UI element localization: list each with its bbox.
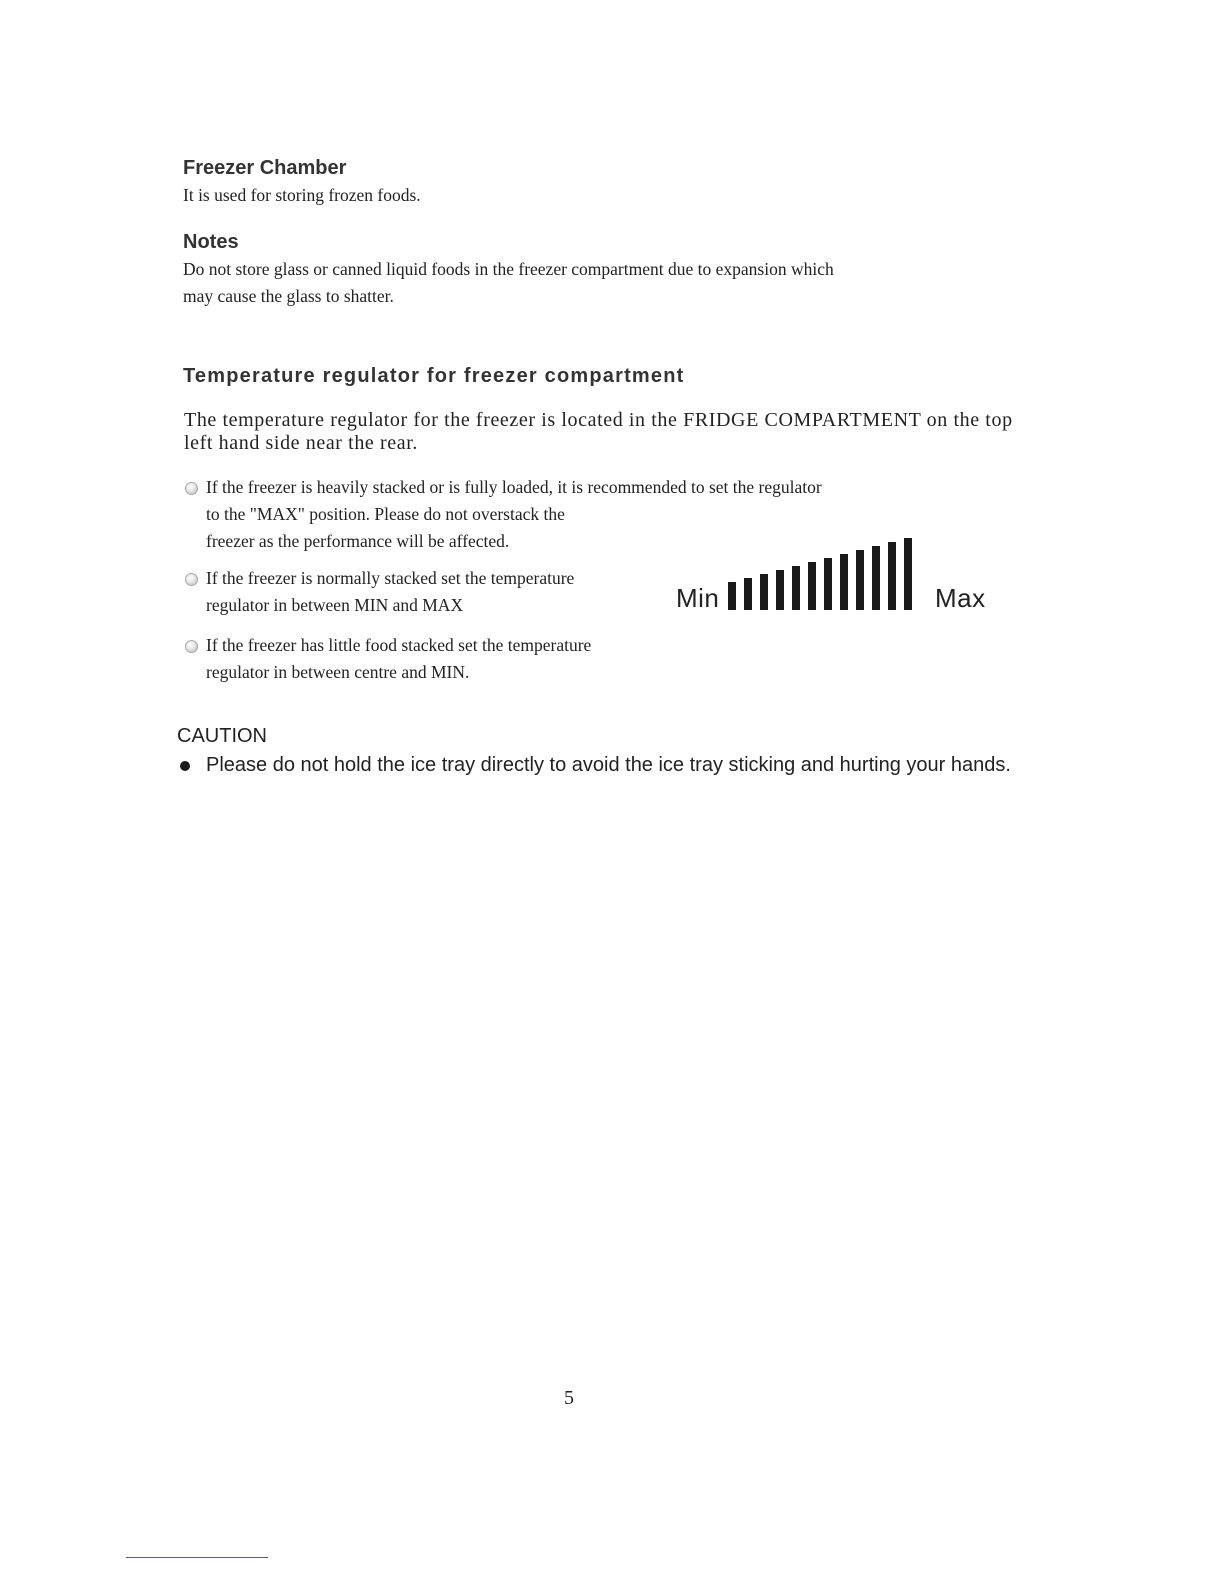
notes-text (183, 256, 834, 310)
gauge-bar (776, 570, 784, 610)
caution-item: Please do not hold the ice tray directly to avoid the ice tray sticking and hurting your hands. (206, 754, 1011, 776)
gauge-max-label: Max (935, 583, 986, 613)
regulator-heading: Temperature regulator for freezer compartment (183, 365, 685, 387)
bullet-line: If the freezer has little food stacked set the temperature (206, 635, 592, 655)
caution-title: CAUTION (177, 725, 267, 747)
regulator-intro (184, 409, 1013, 455)
page-number: 5 (564, 1387, 574, 1409)
freezer-chamber-text: It is used for storing frozen foods. (183, 185, 421, 205)
caution-bullet-icon (180, 761, 190, 771)
bullet-circle-icon (185, 640, 198, 653)
gauge-bar (872, 546, 880, 610)
gauge-bar (904, 538, 912, 610)
gauge-bar (808, 562, 816, 610)
bullet-line: to the "MAX" position. Please do not overstack the (206, 504, 565, 524)
gauge-bar (728, 582, 736, 610)
bullet-line: If the freezer is heavily stacked or is fully loaded, it is recommended to set the regulator (206, 477, 822, 497)
gauge-bar (792, 566, 800, 610)
gauge-bar (888, 542, 896, 610)
freezer-chamber-heading: Freezer Chamber (183, 157, 347, 179)
temperature-scale-gauge (728, 530, 928, 610)
regulator-intro-line: left hand side near the rear. (184, 432, 418, 454)
bullet-line: regulator in between MIN and MAX (206, 595, 464, 615)
bullet-circle-icon (185, 573, 198, 586)
notes-line: Do not store glass or canned liquid foods in the freezer compartment due to expansion which (183, 259, 834, 279)
bullet-line: freezer as the performance will be affected. (206, 531, 510, 551)
gauge-bar (824, 558, 832, 610)
notes-line: may cause the glass to shatter. (183, 286, 394, 306)
gauge-bar (840, 554, 848, 610)
bullet-line: regulator in between centre and MIN. (206, 662, 470, 682)
gauge-bar (856, 550, 864, 610)
gauge-bar (760, 574, 768, 610)
gauge-bar (744, 578, 752, 610)
bullet-circle-icon (185, 482, 198, 495)
regulator-intro-line: The temperature regulator for the freezer is located in the FRIDGE COMPARTMENT on the top (184, 409, 1013, 431)
footer-divider (126, 1557, 268, 1558)
gauge-min-label: Min (676, 583, 720, 613)
bullet-line: If the freezer is normally stacked set the temperature (206, 568, 575, 588)
notes-heading: Notes (183, 231, 239, 253)
